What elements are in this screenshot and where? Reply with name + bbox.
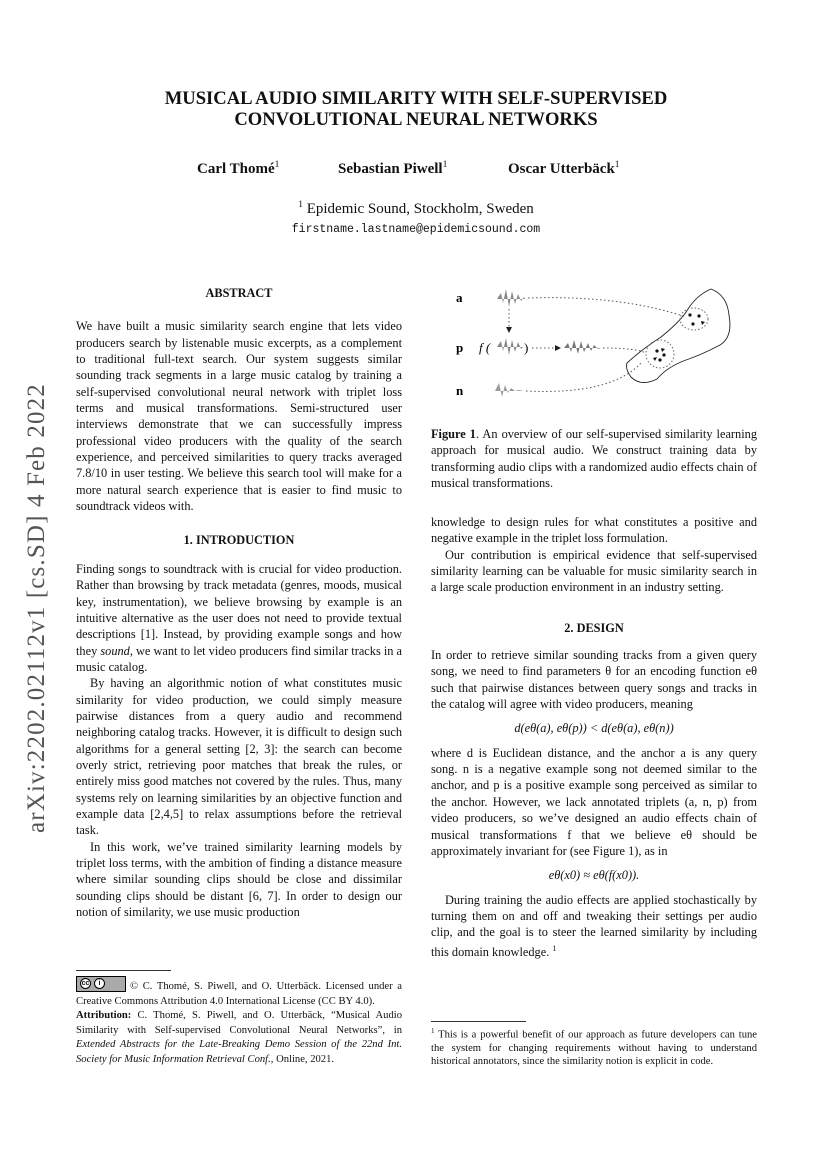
anchor-to-embedding-path — [528, 298, 686, 317]
cc-by-logo: cc i — [76, 976, 126, 992]
transform-arrowhead — [555, 345, 561, 351]
design-paragraph-1: In order to retrieve similar sounding tracks from a given query song, we need to find parameters θ for an encoding function eθ such that pairwise distances between query songs and tracks in the catalog will agree with video producers, meaning — [431, 648, 757, 712]
negative-to-embedding-path — [526, 363, 641, 391]
label-negative: n — [456, 383, 464, 398]
abstract-text: We have built a music similarity search engine that lets video producers search by listenable music excerpts, as a complement to traditional full-text search. Our system suggests similar sounding track segments in a large music catalog by training a self-supervised convolutional neural network with triplet loss terms and musical transformations. Semi-structured user interviews demonstrate that we can successfully impress professional video producers with the quality of the search experience, and perceived similarities to query tracks averaged 7.8/10 in user testing. We believe this search tool will make for a more natural search experience that is easier to find music to soundtrack videos with. — [76, 319, 402, 514]
waveform-transformed-input — [497, 338, 523, 355]
intro-paragraph-3: In this work, we’ve trained similarity learning models by triplet loss terms, with the ambition of finding a distance measure where similar sounding clips should be close and dissimilar sounding clips should be distant [6, 7]. In order to design our notion of similarity, we use music production — [76, 839, 402, 920]
license-block: cc i © C. Thomé, S. Piwell, and O. Utterbäck. Licensed under a Creative Commons Attribution 4.0 International License (CC BY 4.0). Attribution: C. Thomé, S. Piwell, and O. Utterbäck, “Musical Audio Similarity with Self-supervised Convolutional Neural Networks”, in Extended Abstracts for the Late-Breaking Demo Session of the 22nd Int. Society for Music Information Retrieval Conf., Online, 2021. — [76, 976, 402, 1068]
affiliation: $^1$ Epidemic Sound, Stockholm, Sweden — [298, 200, 534, 217]
intro-paragraph-1: Finding songs to soundtrack with is crucial for video production. Rather than browsing by track metadata (genres, moods, musical key, instrumentation), we believe browsing by example is an intuitive alternative as the user does not need to provide textual descriptions [1]. Instead, by providing example songs and how they sound, we want to let video producers find similar tracks in a music catalog. — [76, 561, 403, 674]
paper-title — [100, 88, 732, 130]
design-paragraph-2: where d is Euclidean distance, and the anchor a is any query song. n is a negative example song not deemed similar to the anchor, and p is a positive example song perceived as similar to the anchor. However, we lack annotated triplets (a, n, p) from video producers, so we’ve designed an audio effects chain of musical transformations f that we believe eθ should be approximately invariant for (see Figure 1), as in — [431, 745, 757, 858]
arxiv-sidebar — [12, 373, 62, 843]
right-column — [431, 514, 757, 960]
author-3: Oscar Utterbäck$^1$ — [508, 160, 620, 177]
waveform-anchor — [497, 289, 525, 307]
design-heading: 2. DESIGN — [564, 620, 624, 635]
author-email: firstname.lastname@epidemicsound.com — [291, 223, 541, 236]
title-line-2: CONVOLUTIONAL NEURAL NETWORKS — [234, 109, 598, 130]
figure-1-caption: Figure 1. An overview of our self-supervised similarity learning approach for musical audio. We construct training data by transforming audio clips with a randomized audio effects chain of musical transformations. — [431, 427, 757, 491]
waveform-negative — [495, 383, 523, 397]
abstract-heading: ABSTRACT — [205, 286, 273, 300]
introduction-heading: 1. INTRODUCTION — [183, 533, 295, 548]
contribution-paragraph: Our contribution is empirical evidence that self-supervised similarity learning can be valuable for music similarity search in a large scale production environment in an industry setting. — [431, 547, 757, 595]
license-rule — [76, 970, 171, 971]
transform-function-open: f ( — [479, 340, 491, 355]
equation-triplet: d(eθ(a), eθ(p)) < d(eθ(a), eθ(n)) — [514, 721, 674, 736]
footnote-rule — [431, 1021, 526, 1022]
left-column — [76, 285, 402, 920]
title-line-1: MUSICAL AUDIO SIMILARITY WITH SELF-SUPERVISED — [164, 88, 668, 109]
label-positive: p — [456, 340, 464, 355]
figure-1-diagram — [431, 285, 761, 415]
down-arrow — [506, 327, 512, 333]
design-paragraph-3: During training the audio effects are applied stochastically by turning them on and off and tweaking their settings per audio clip, and the goal is to steer the learned similarity by including this domain knowledge. $^1$ — [431, 892, 757, 959]
equation-invariance: eθ(x0) ≈ eθ(f(x0)). — [548, 868, 640, 883]
waveform-positive — [564, 340, 601, 354]
author-1: Carl Thomé$^1$ — [197, 160, 280, 177]
embedding-cluster-upper — [680, 308, 708, 330]
intro-paragraph-2: By having an algorithmic notion of what constitutes music similarity for video production, we could simply measure pairwise distances from a query audio and recommend neighboring catalog tracks. However, it is difficult to design such algorithms for a general setting [2, 3]: the search can become overly strict, retrieving poor matches that break the rules, or entirely miss good matches not covered by the rules. Thus, many systems rely on learning similarities by an objective function and example data [2,4,5] to relax assumptions before the retrieval task. — [76, 676, 402, 838]
transform-function-close: ) — [524, 340, 529, 355]
author-2: Sebastian Piwell$^1$ — [338, 160, 448, 177]
embedding-manifold — [627, 289, 730, 383]
footnote: $^1$ This is a powerful benefit of our approach as future developers can tune the system for changing requirements without having to understand historical annotators, since the similarity notion is explicit in code. — [431, 1027, 757, 1068]
label-anchor: a — [456, 290, 463, 305]
arxiv-identifier: arXiv:2202.02112v1 [cs.SD] 4 Feb 2022 — [23, 383, 50, 833]
intro-paragraph-continued: knowledge to design rules for what constitutes a positive and negative example in the triplet loss formulation. — [431, 515, 757, 546]
